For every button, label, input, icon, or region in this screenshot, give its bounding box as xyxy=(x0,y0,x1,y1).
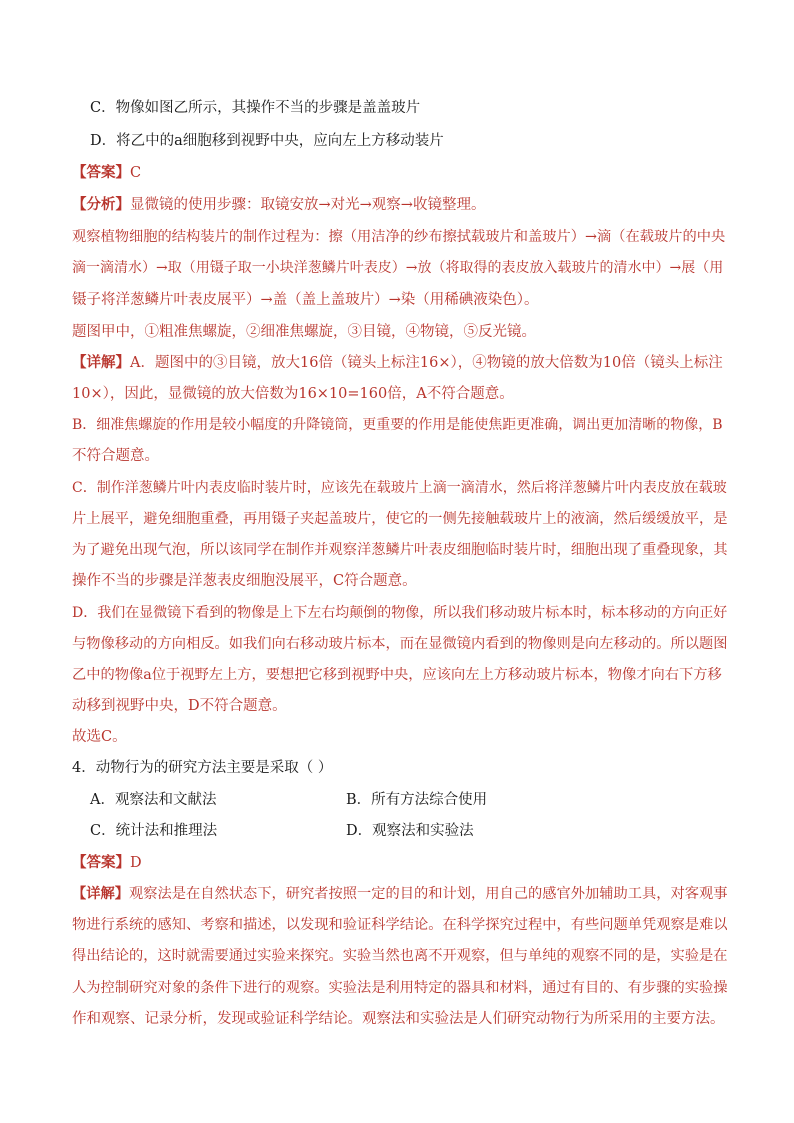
q4-option-a: A．观察法和文献法 xyxy=(90,792,217,808)
q3-detail-c-line-2: 片上展平，避免细胞重叠，再用镊子夹起盖玻片，使它的一侧先接触载玻片上的液滴，然后缓缓放平，是 xyxy=(72,511,728,527)
q4-option-c: C．统计法和推理法 xyxy=(90,823,218,839)
q3-detail-d-line-3: 乙中的物像a位于视野左上方，要想把它移到视野中央，应该向左上方移动玻片标本，物像才向右下方移 xyxy=(72,667,722,683)
analysis-tag: 【分析】 xyxy=(72,196,130,213)
q4-option-b: B．所有方法综合使用 xyxy=(346,792,488,808)
q3-detail-a-line-2: 10×），因此，显微镜的放大倍数为16×10=160倍，A不符合题意。 xyxy=(72,386,514,402)
answer-tag: 【答案】 xyxy=(72,164,130,181)
q3-detail-c-line-1: C．制作洋葱鳞片叶内表皮临时装片时，应该先在载玻片上滴一滴清水，然后将洋葱鳞片叶内表皮放在载玻 xyxy=(72,480,727,496)
q3-analysis-line-1 xyxy=(72,195,732,215)
q4-detail-line-2: 物进行系统的感知、考察和描述，以发现和验证科学结论。在科学探究过程中，有些问题单凭观察是难以 xyxy=(72,917,728,933)
q3-option-d: D．将乙中的a细胞移到视野中央，应向左上方移动装片 xyxy=(90,133,444,149)
q4-detail-line-1 xyxy=(72,884,732,904)
q3-analysis-line-3: 滴一滴清水）→取（用镊子取一小块洋葱鳞片叶表皮）→放（将取得的表皮放入载玻片的清水中）→展（用 xyxy=(72,260,724,276)
q3-detail-a-line-1 xyxy=(72,353,732,373)
q3-detail-c-line-3: 为了避免出现气泡，所以该同学在制作并观察洋葱鳞片叶表皮细胞临时装片时，细胞出现了重叠现象，其 xyxy=(72,542,728,558)
q3-conclusion: 故选C。 xyxy=(72,729,127,745)
answer-value: D xyxy=(130,855,142,871)
q3-option-c: C．物像如图乙所示，其操作不当的步骤是盖盖玻片 xyxy=(90,100,421,116)
q3-detail-d-line-4: 动移到视野中央，D不符合题意。 xyxy=(72,698,287,714)
q4-stem: 4．动物行为的研究方法主要是采取（ ） xyxy=(72,760,333,776)
q3-answer xyxy=(72,163,732,183)
q4-option-d: D．观察法和实验法 xyxy=(346,823,474,839)
q3-detail-b-line-2: 不符合题意。 xyxy=(72,448,159,464)
q4-detail-line-5: 作和观察、记录分析，发现或验证科学结论。观察法和实验法是人们研究动物行为所采用的主要方法。 xyxy=(72,1011,725,1027)
q3-detail-b-line-1: B．细准焦螺旋的作用是较小幅度的升降镜筒，更重要的作用是能使焦距更准确，调出更加清晰的物像，B xyxy=(72,417,723,433)
q3-analysis-line-5: 题图甲中，①粗准焦螺旋，②细准焦螺旋，③目镜，④物镜，⑤反光镜。 xyxy=(72,324,536,340)
q3-detail-d-line-2: 与物像移动的方向相反。如我们向右移动玻片标本，而在显微镜内看到的物像则是向左移动的。所以题图 xyxy=(72,636,728,652)
q3-analysis-line-4: 镊子将洋葱鳞片叶表皮展平）→盖（盖上盖玻片）→染（用稀碘液染色）。 xyxy=(72,292,539,308)
q4-detail-line-4: 人为控制研究对象的条件下进行的观察。实验法是利用特定的器具和材料，通过有目的、有步骤的实验操 xyxy=(72,980,728,996)
answer-value: C xyxy=(130,165,142,181)
q3-detail-c-line-4: 操作不当的步骤是洋葱表皮细胞没展平，C符合题意。 xyxy=(72,573,417,589)
detail-text: 观察法是在自然状态下，研究者按照一定的目的和计划，用自己的感官外加辅助工具，对客观事 xyxy=(129,886,728,902)
q3-detail-d-line-1: D．我们在显微镜下看到的物像是上下左右均颠倒的物像，所以我们移动玻片标本时，标本移动的方向正好 xyxy=(72,605,728,621)
detail-tag: 【详解】 xyxy=(72,886,130,902)
analysis-text: 显微镜的使用步骤：取镜安放→对光→观察→收镜整理。 xyxy=(130,197,486,213)
answer-tag: 【答案】 xyxy=(72,854,130,871)
q4-answer xyxy=(72,853,732,873)
detail-text: A．题图中的③目镜，放大16倍（镜头上标注16×），④物镜的放大倍数为10倍（镜头上标注 xyxy=(130,355,723,371)
detail-tag: 【详解】 xyxy=(72,354,130,371)
q3-analysis-line-2: 观察植物细胞的结构装片的制作过程为：擦（用洁净的纱布擦拭载玻片和盖玻片）→滴（在载玻片的中央 xyxy=(72,229,726,245)
q4-detail-line-3: 得出结论的，这时就需要通过实验来探究。实验当然也离不开观察，但与单纯的观察不同的是，实验是在 xyxy=(72,948,728,964)
